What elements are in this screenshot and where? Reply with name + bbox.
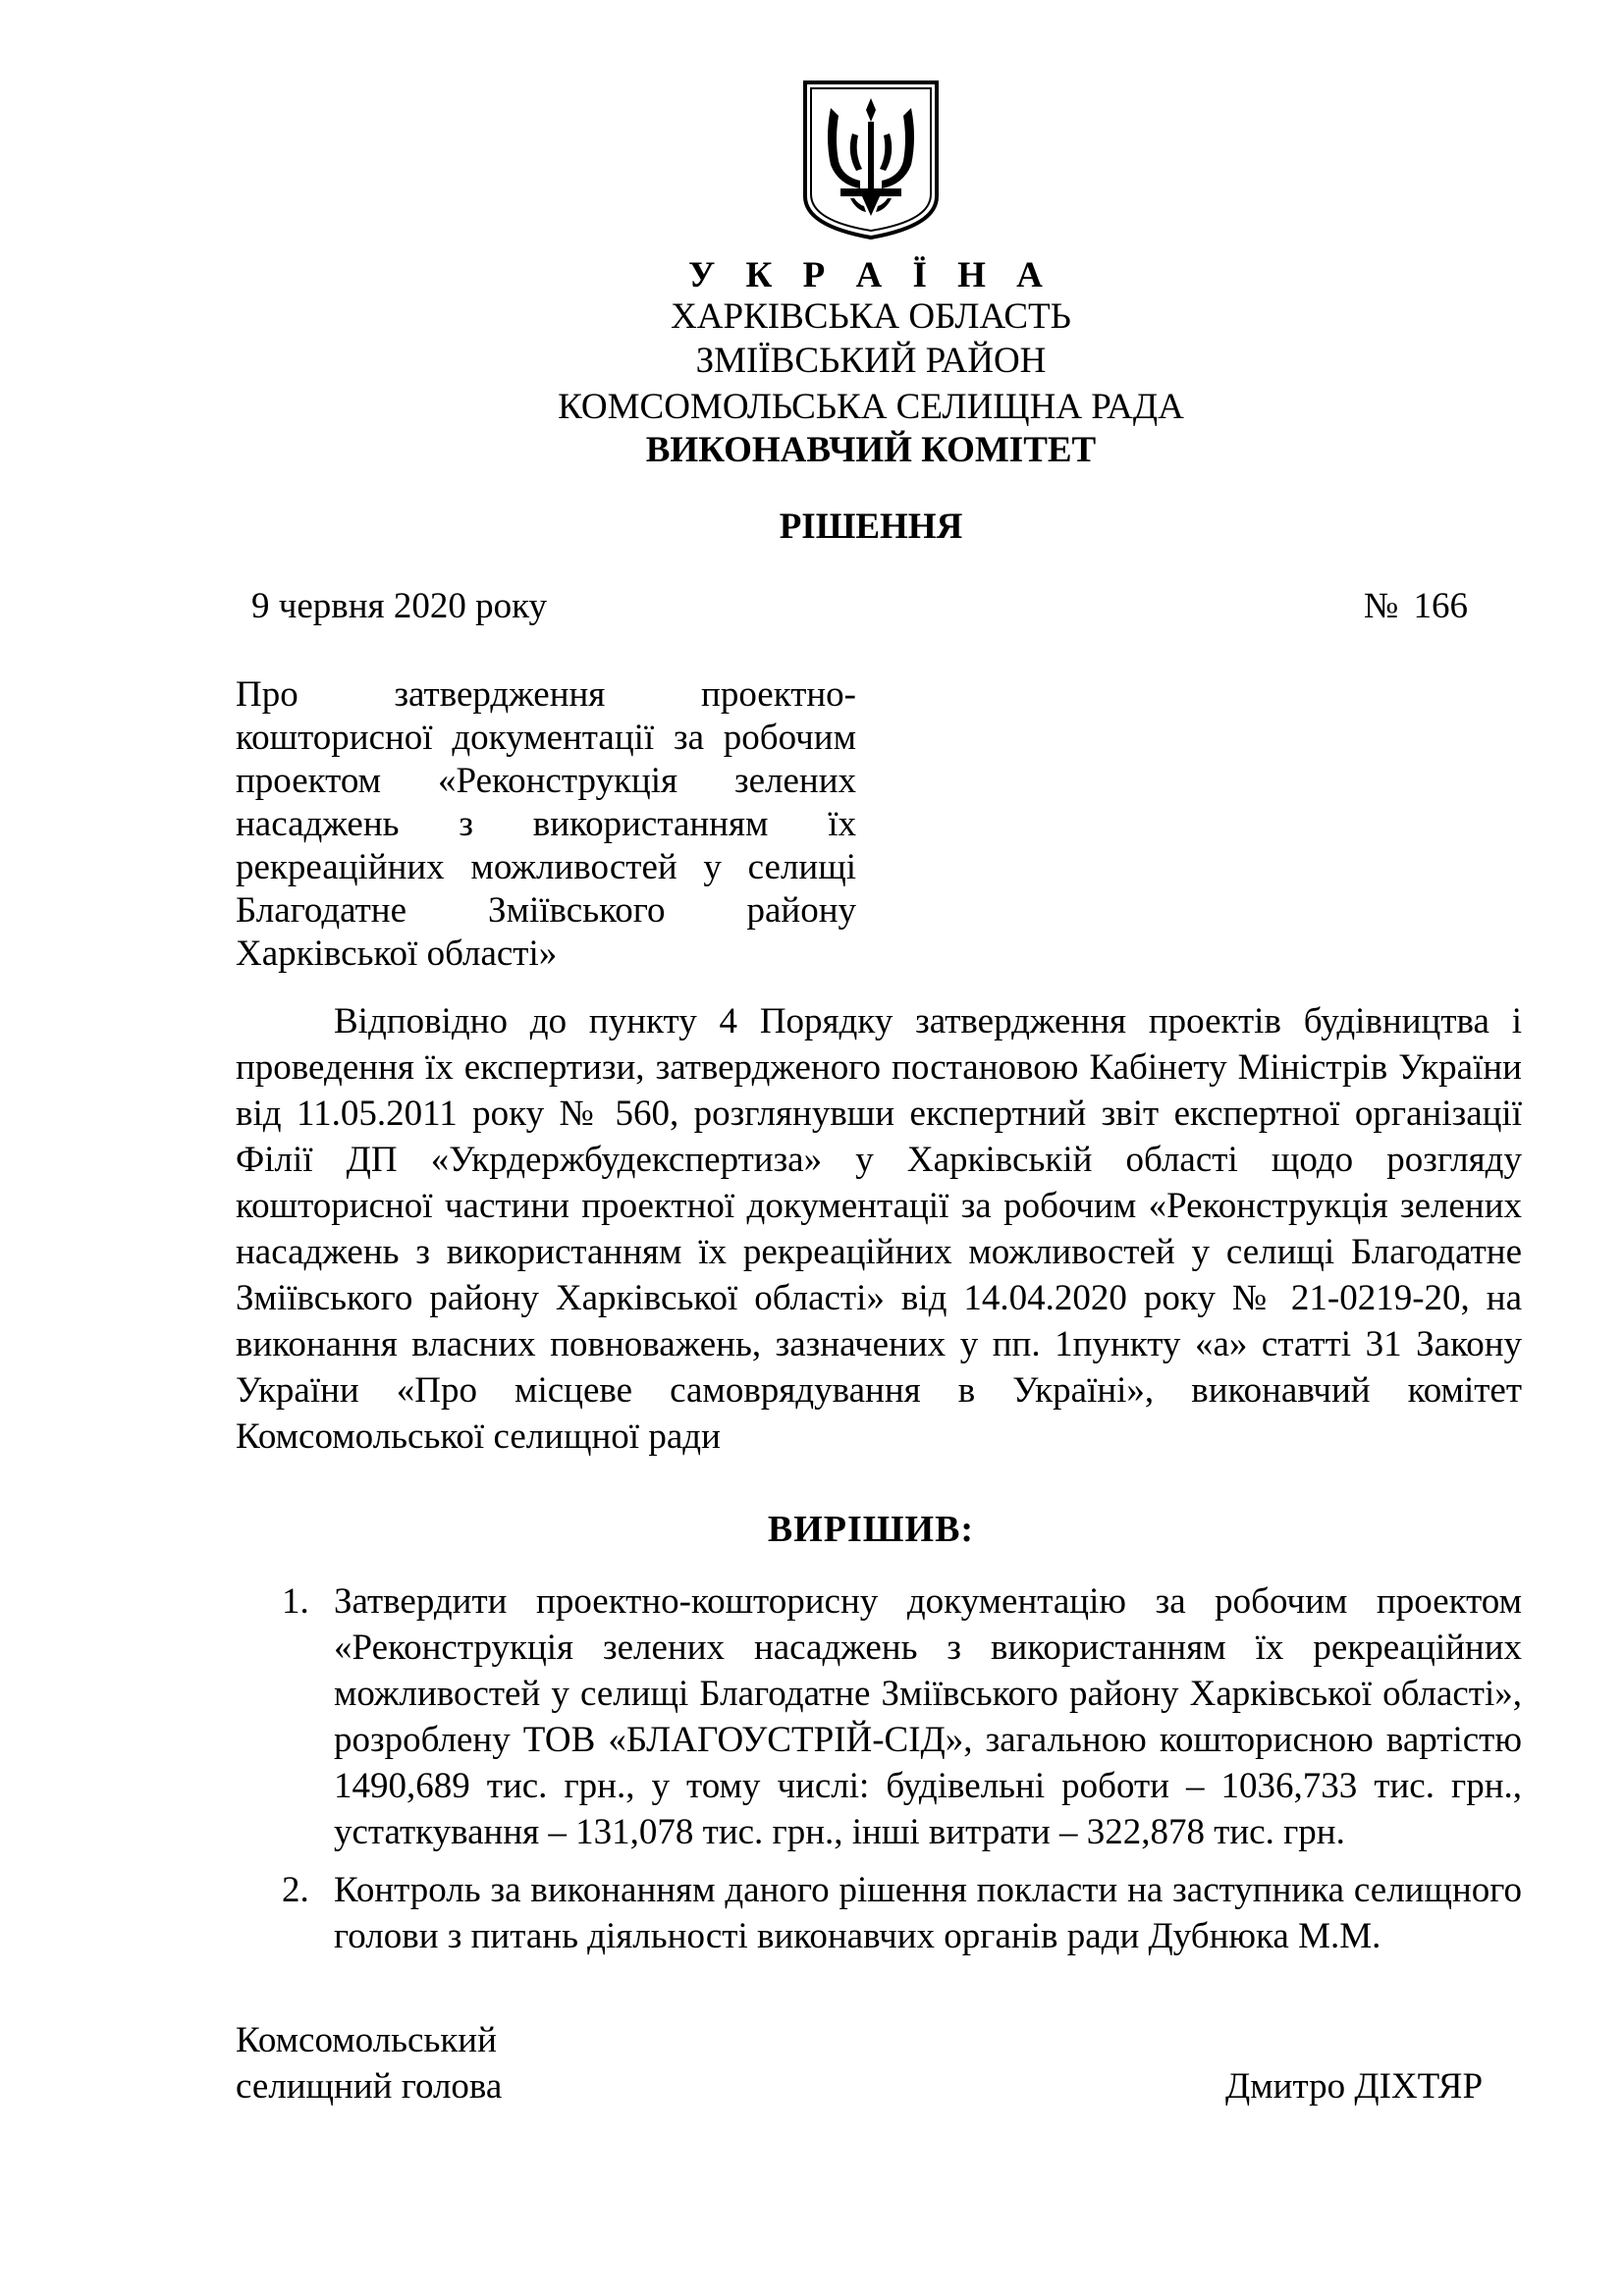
- header-rayon: ЗМІЇВСЬКИЙ РАЙОН: [695, 341, 1047, 381]
- signatory-position-line2: селищний голова: [236, 2066, 503, 2107]
- signatory-position: [236, 2017, 502, 2109]
- signatory-position-line1: Комсомольський: [236, 2020, 497, 2060]
- header-country: У К Р А Ї Н А: [688, 255, 1054, 295]
- header-council: КОМСОМОЛЬСЬКА СЕЛИЩНА РАДА: [558, 387, 1184, 427]
- header-oblast: ХАРКІВСЬКА ОБЛАСТЬ: [671, 296, 1071, 337]
- item-text: Затвердити проектно-кошторисну документацію за робочим проектом «Реконструкція зелених насаджень з використанням їх рекреаційних можливостей у селищі Благодатне Зміївського району Харківської області», розроблену ТОВ «БЛАГОУСТРІЙ-СІД», загальною кошторисною вартістю 1490,689 тис. грн., у тому числі: будівельні роботи – 1036,733 тис. грн., устаткування – 131,078 тис. грн., інші витрати – 322,878 тис. грн.: [334, 1581, 1522, 1852]
- item-text: Контроль за виконанням даного рішення покласти на заступника селищного голови з питань діяльності виконавчих органів ради Дубнюка М.М.: [334, 1870, 1522, 1956]
- signatory-name: Дмитро ДІХТЯР: [1225, 2066, 1484, 2107]
- item-number: 1.: [282, 1581, 309, 1622]
- decided-heading: ВИРІШИВ:: [767, 1509, 975, 1550]
- header-committee: ВИКОНАВЧИЙ КОМІТЕТ: [645, 430, 1097, 470]
- document-type-title: РІШЕННЯ: [779, 507, 963, 547]
- document-number: № 166: [1364, 586, 1469, 626]
- document-date: 9 червня 2020 року: [251, 586, 548, 626]
- trident-coat-of-arms-icon: [801, 79, 941, 241]
- preamble-paragraph: Відповідно до пункту 4 Порядку затвердження проектів будівництва і проведення їх експертизи, затвердженого постановою Кабінету Міністрів України від 11.05.2011 року № 560, розглянувши експертний звіт експертної організації Філії ДП «Укрдержбудекспертиза» у Харківській області щодо розгляду кошторисної частини проектної документації за робочим «Реконструкція зелених насаджень з використанням їх рекреаційних можливостей у селищі Благодатне Зміївського району Харківської області» від 14.04.2020 року № 21-0219-20, на виконання власних повноважень, зазначених у пп. 1пункту «а» статті 31 Закону України «Про місцеве самоврядування в Україні», виконавчий комітет Комсомольської селищної ради: [236, 1001, 1522, 1457]
- document-subject: Про затвердження проектно-кошторисної документації за робочим проектом «Реконструкція зелених насаджень з використанням їх рекреаційних можливостей у селищі Благодатне Зміївського району Харківської області»: [236, 674, 856, 974]
- item-number: 2.: [282, 1870, 309, 1910]
